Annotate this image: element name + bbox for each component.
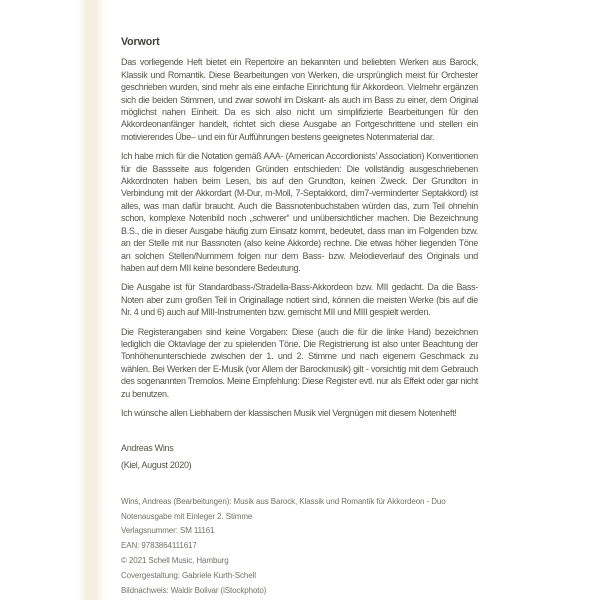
signature-block — [121, 441, 478, 472]
imprint-line-publisher-number: Verlagsnummer: SM 11161 — [121, 526, 215, 536]
preface-paragraph-2: Ich habe mich für die Notation gemäß AAA- (American Accordionists’ Association) Konventionen für die Bassseite aus folgenden Gründen entschieden: Die vollständig ausgeschriebenen Akkordnoten haben beim Lesen, bis auf den Grundton, keinen Zweck. Der Grundton in Verbindung mit der Akkordart (M-Dur, m-Moll, 7-Septakkord, dim7-verminderter Septakkord) ist alles, was man dafür braucht. Auch die Bassnotenbuchstaben würden das, zum Teil ohnehin schon, komplexe Notenbild noch „schwerer“ und unübersichtlicher machen. Die Bezeichnung B.S., die in dieser Ausgabe häufig zum Einsatz kommt, bedeutet, dass man im Folgenden bzw. an der Stelle mit nur Bassnoten (also keine Akkorde) rechne. Die etwas höher liegenden Töne an solchen Stellen/Nummern folgen nur dem Bass- bzw. Melodieverlauf des Originals und haben auf dem MII keine besondere Bedeutung. — [121, 151, 478, 273]
imprint-line-edition: Wins, Andreas (Bearbeitungen): Musik aus Barock, Klassik und Romantik für Akkordeon - Duo — [121, 496, 446, 506]
imprint-line-photo-credit: Bildnachweis: Waldir Bolivar (iStockphoto) — [121, 585, 267, 595]
preface-paragraph-3: Die Ausgabe ist für Standardbass-/Stradella-Bass-Akkordeon bzw. MII gedacht. Da die Bass-Noten aber zum großen Teil in Originallage notiert sind, können die meisten Werke (bis auf die Nr. 4 und 6) auch auf MIII-Instrumenten bzw. gemischt MII und MIII gespielt werden. — [121, 282, 478, 318]
preface-content — [121, 36, 478, 600]
preface-paragraph-4: Die Registerangaben sind keine Vorgaben: Diese (auch die für die linke Hand) bezeichnen lediglich die Oktavlage der zu spielenden Töne. Die Registrierung ist also unter Beachtung der Tonhöhenunterschiede zwischen der 1. und 2. Stimme und nach eigenem Geschmack zu wählen. Bei Werken der E-Musik (vor Allem der Barockmusik) gilt - vorsichtig mit dem Gebrauch des sogenannten Tremolos. Meine Empfehlung: Diese Register evtl. nur als Effekt oder gar nicht zu benutzen. — [121, 326, 478, 399]
preface-paragraph-5: Ich wünsche allen Liebhabern der klassischen Musik viel Vergnügen mit diesem Notenheft! — [121, 407, 457, 418]
imprint-line-cover-design: Covergestaltung: Gabriele Kurth-Schell — [121, 570, 256, 580]
page-left-edge-shading — [78, 0, 106, 600]
imprint-line-insert: Notenausgabe mit Einleger 2. Stimme — [121, 511, 253, 521]
preface-title: Vorwort — [121, 36, 160, 48]
signature-place-date: (Kiel, August 2020) — [121, 459, 192, 470]
author-name: Andreas Wins — [121, 443, 174, 454]
imprint-line-copyright: © 2021 Schell Music, Hamburg — [121, 556, 229, 566]
imprint-line-ean: EAN: 9783864111617 — [121, 541, 197, 551]
imprint-block — [121, 498, 478, 595]
preface-paragraph-1: Das vorliegende Heft bietet ein Repertoire an bekannten und beliebten Werken aus Barock, Klassik und Romantik. Diese Bearbeitungen von Werken, die ursprünglich meist für Orchester geschrieben wurden, sind mehr als eine einfache Einrichtung für Akkordeon. Vielmehr ergänzen sich die beiden Stimmen, und zwar sowohl im Diskant- als auch im Bass zu einer, dem Original möglichst nahen Einheit. Da es sich also nicht um simplifizierte Bearbeitungen für den Akkordeonanfänger handelt, richtet sich diese Ausgabe an Fortgeschrittene und stellen ein motivierendes Übe– und ein für Aufführungen bestens geeignetes Notenmaterial dar. — [121, 57, 478, 142]
